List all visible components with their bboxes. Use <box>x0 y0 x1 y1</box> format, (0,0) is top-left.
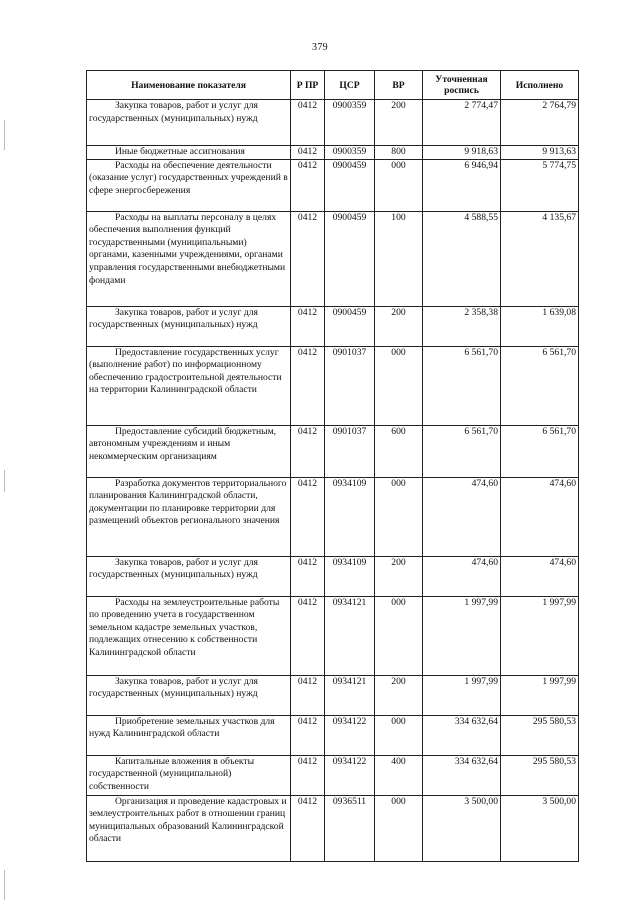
row-name: Закупка товаров, работ и услуг для государственных (муниципальных) нужд <box>89 556 258 581</box>
row-vr: 000 <box>375 795 423 861</box>
row-rpr: 0412 <box>291 556 325 596</box>
row-done: 1 639,08 <box>501 306 579 346</box>
row-plan: 1 997,99 <box>423 596 501 675</box>
row-vr: 000 <box>375 596 423 675</box>
row-name: Закупка товаров, работ и услуг для государственных (муниципальных) нужд <box>89 675 258 700</box>
row-plan: 334 632,64 <box>423 755 501 795</box>
row-plan: 474,60 <box>423 556 501 596</box>
row-csr: 0934121 <box>325 596 375 675</box>
row-rpr: 0412 <box>291 211 325 306</box>
row-csr: 0900459 <box>325 159 375 211</box>
row-name: Предоставление субсидий бюджетным, автономным учреждениям и иным некоммерческим организациям <box>89 425 277 462</box>
row-csr: 0900459 <box>325 211 375 306</box>
row-name: Разработка документов территориального планирования Калининградской области, документации по планировке территории для размещений объектов регионального значения <box>89 477 287 527</box>
row-rpr: 0412 <box>291 100 325 146</box>
row-done: 474,60 <box>501 477 579 556</box>
row-plan: 4 588,55 <box>423 211 501 306</box>
row-plan: 474,60 <box>423 477 501 556</box>
row-done: 2 764,79 <box>501 100 579 146</box>
row-name: Организация и проведение кадастровых и землеустроительных работ в отношении границ муниципальных образований Калининградской области <box>89 795 287 845</box>
row-vr: 400 <box>375 755 423 795</box>
row-vr: 000 <box>375 477 423 556</box>
row-csr: 0901037 <box>325 425 375 477</box>
row-csr: 0934122 <box>325 715 375 755</box>
table-header-row <box>87 71 579 100</box>
scan-margin-mark <box>4 470 5 492</box>
row-name: Расходы на обеспечение деятельности (оказание услуг) государственных учреждений в сфере энергосбережения <box>89 159 288 196</box>
row-rpr: 0412 <box>291 346 325 425</box>
row-done: 3 500,00 <box>501 795 579 861</box>
row-name: Расходы на выплаты персоналу в целях обеспечения выполнения функций государственными (муниципальными) органами, казенными учреждениями, органами управления государственными внебюджетными фондами <box>89 211 286 286</box>
row-done: 6 561,70 <box>501 346 579 425</box>
row-name: Закупка товаров, работ и услуг для государственных (муниципальных) нужд <box>89 100 258 124</box>
table-row <box>87 146 579 160</box>
header-plan: Уточненная роспись <box>423 71 501 100</box>
row-vr: 000 <box>375 715 423 755</box>
row-vr: 200 <box>375 556 423 596</box>
header-csr: ЦСР <box>325 71 375 100</box>
row-csr: 0934109 <box>325 477 375 556</box>
row-rpr: 0412 <box>291 795 325 861</box>
table-row <box>87 159 579 211</box>
row-rpr: 0412 <box>291 755 325 795</box>
row-plan: 334 632,64 <box>423 715 501 755</box>
row-vr: 000 <box>375 346 423 425</box>
row-rpr: 0412 <box>291 146 325 160</box>
row-vr: 200 <box>375 100 423 146</box>
table-row <box>87 425 579 477</box>
header-vr: ВР <box>375 71 423 100</box>
table-row <box>87 755 579 795</box>
row-done: 474,60 <box>501 556 579 596</box>
row-done: 4 135,67 <box>501 211 579 306</box>
row-name: Капитальные вложения в объекты государственной (муниципальной) собственности <box>89 755 255 792</box>
header-name: Наименование показателя <box>87 71 291 100</box>
scan-margin-mark <box>4 870 5 900</box>
header-done: Исполнено <box>501 71 579 100</box>
row-csr: 0934121 <box>325 675 375 715</box>
row-csr: 0934122 <box>325 755 375 795</box>
table-row <box>87 596 579 675</box>
page-number: 379 <box>312 42 328 53</box>
row-done: 295 580,53 <box>501 755 579 795</box>
row-name: Закупка товаров, работ и услуг для государственных (муниципальных) нужд <box>89 306 258 331</box>
table-row <box>87 346 579 425</box>
row-name: Предоставление государственных услуг (выполнение работ) по информационному обеспечению градостроительной деятельности на территории Калининградской области <box>89 346 282 396</box>
table-row <box>87 100 579 146</box>
row-plan: 6 561,70 <box>423 425 501 477</box>
row-csr: 0934109 <box>325 556 375 596</box>
budget-table <box>86 70 579 862</box>
row-csr: 0900359 <box>325 146 375 160</box>
row-name: Приобретение земельных участков для нужд Калининградской области <box>89 715 275 740</box>
table-row <box>87 795 579 861</box>
table-row <box>87 715 579 755</box>
row-done: 1 997,99 <box>501 596 579 675</box>
table-row <box>87 306 579 346</box>
row-vr: 000 <box>375 159 423 211</box>
row-done: 1 997,99 <box>501 675 579 715</box>
table-row <box>87 211 579 306</box>
table-row <box>87 675 579 715</box>
row-done: 6 561,70 <box>501 425 579 477</box>
row-rpr: 0412 <box>291 306 325 346</box>
row-plan: 2 774,47 <box>423 100 501 146</box>
row-done: 5 774,75 <box>501 159 579 211</box>
row-csr: 0901037 <box>325 346 375 425</box>
row-rpr: 0412 <box>291 715 325 755</box>
row-plan: 2 358,38 <box>423 306 501 346</box>
row-rpr: 0412 <box>291 159 325 211</box>
row-csr: 0936511 <box>325 795 375 861</box>
row-vr: 600 <box>375 425 423 477</box>
table-row <box>87 477 579 556</box>
row-plan: 6 946,94 <box>423 159 501 211</box>
row-rpr: 0412 <box>291 675 325 715</box>
row-rpr: 0412 <box>291 477 325 556</box>
row-plan: 1 997,99 <box>423 675 501 715</box>
row-done: 9 913,63 <box>501 146 579 160</box>
header-rpr: Р ПР <box>291 71 325 100</box>
row-rpr: 0412 <box>291 425 325 477</box>
row-csr: 0900459 <box>325 306 375 346</box>
row-vr: 200 <box>375 306 423 346</box>
row-plan: 6 561,70 <box>423 346 501 425</box>
row-done: 295 580,53 <box>501 715 579 755</box>
row-vr: 800 <box>375 146 423 160</box>
table-row <box>87 556 579 596</box>
row-vr: 100 <box>375 211 423 306</box>
row-name: Расходы на землеустроительные работы по проведению учета в государственном земельном кадастре земельных участков, подлежащих отнесению к собственности Калининградской области <box>89 596 280 658</box>
row-csr: 0900359 <box>325 100 375 146</box>
row-plan: 9 918,63 <box>423 146 501 160</box>
row-rpr: 0412 <box>291 596 325 675</box>
row-vr: 200 <box>375 675 423 715</box>
row-name: Иные бюджетные ассигнования <box>115 146 245 157</box>
row-plan: 3 500,00 <box>423 795 501 861</box>
scan-margin-mark <box>4 120 5 150</box>
